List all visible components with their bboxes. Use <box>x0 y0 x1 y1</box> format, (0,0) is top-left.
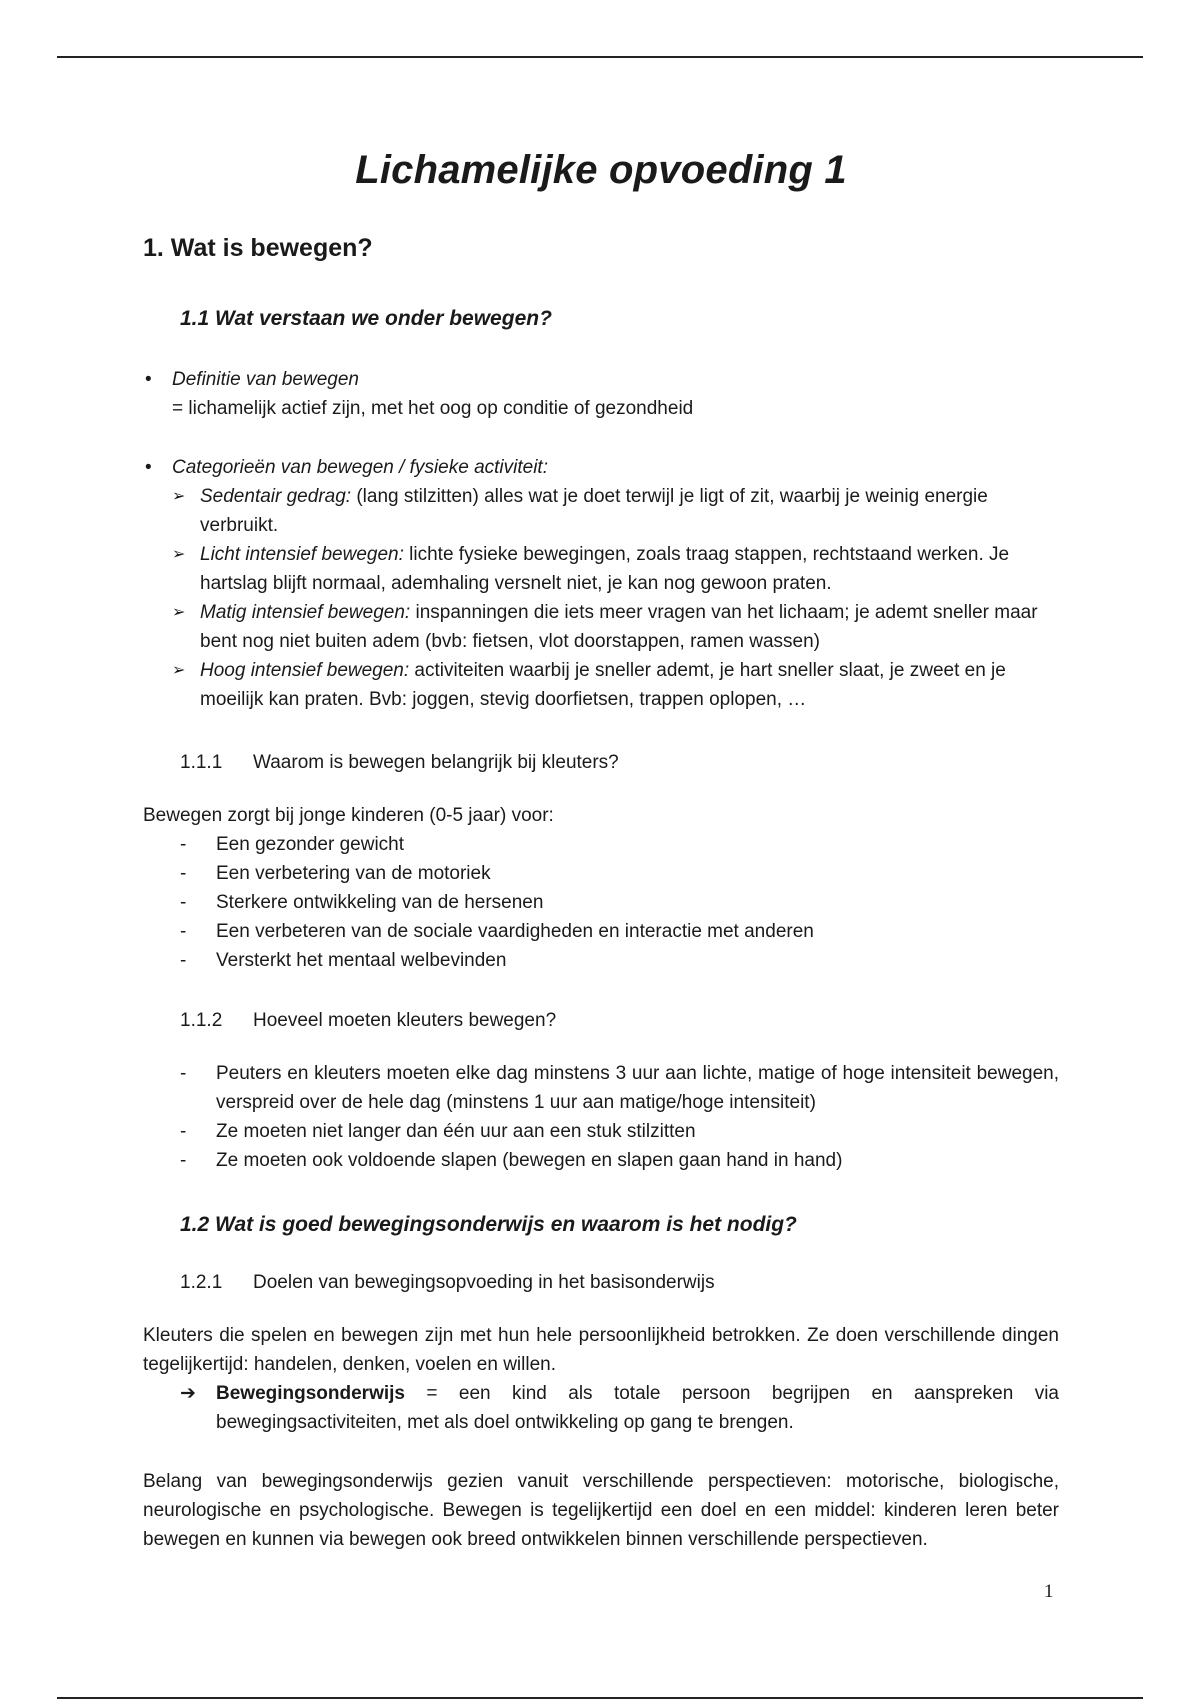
definition-label: Definitie van bewegen <box>172 369 359 390</box>
document-title: Lichamelijke opvoeding 1 <box>355 148 847 192</box>
category-text: (lang stilzitten) alles wat je doet terwijl je ligt of zit, waarbij je weinig energie verbruikt. <box>200 486 988 536</box>
list-item-text: Ze moeten ook voldoende slapen (bewegen en slapen gaan hand in hand) <box>216 1150 843 1171</box>
dash-bullet: - <box>180 834 187 855</box>
list-item-text: Ze moeten niet langer dan één uur aan een stuk stilzitten <box>216 1121 696 1142</box>
bullet-dot-icon: • <box>145 457 152 478</box>
category-text: activiteiten waarbij je sneller ademt, je hart sneller slaat, je zweet en je moeilijk kan praten. Bvb: joggen, stevig doorfietsen, trappen oplopen, … <box>200 660 1006 710</box>
list-item-text: Een gezonder gewicht <box>216 834 405 855</box>
dash-bullet: - <box>180 1150 187 1171</box>
list-item-text: Een verbeteren van de sociale vaardigheden en interactie met anderen <box>216 921 814 942</box>
category-text: lichte fysieke bewegingen, zoals traag stappen, rechtstaand werken. Je hartslag blijft normaal, ademhaling versnelt niet, je kan nog gewoon praten. <box>200 544 1010 594</box>
category-item <box>143 482 1059 540</box>
category-text: inspanningen die iets meer vragen van het lichaam; je ademt sneller maar bent nog niet buiten adem (bvb: fietsen, vlot doorstappen, ramen wassen) <box>200 602 1038 652</box>
list-item-text: Een verbetering van de motoriek <box>216 863 491 884</box>
arrow-right-icon: ➔ <box>180 1383 196 1404</box>
category-item <box>143 656 1059 714</box>
dash-bullet: - <box>180 950 187 971</box>
category-term: Sedentair gedrag: <box>200 486 352 507</box>
benefits-block <box>143 801 1059 975</box>
section-title: Doelen van bewegingsopvoeding in het basisonderwijs <box>253 1272 715 1293</box>
arrowhead-bullet-icon: ➢ <box>172 604 186 621</box>
list-item <box>143 830 1059 859</box>
bullet-dot-icon: • <box>145 369 152 390</box>
categories-block <box>143 453 1059 714</box>
dash-bullet: - <box>180 1063 187 1084</box>
definition-arrow-block <box>143 1379 1059 1437</box>
definition-arrow-row <box>143 1379 1059 1437</box>
definition-text: = een kind als totale persoon begrijpen en aanspreken via bewegingsactiviteiten, met als doel ontwikkeling op gang te brengen. <box>216 1383 1059 1433</box>
dash-bullet: - <box>180 921 187 942</box>
dash-bullet: - <box>180 863 187 884</box>
category-item <box>143 540 1059 598</box>
section-number: 1.1.1 <box>180 752 223 773</box>
section-title: Hoeveel moeten kleuters bewegen? <box>253 1010 557 1031</box>
definition-bullet <box>143 365 1059 423</box>
page-number: 1 <box>1044 1581 1054 1602</box>
section-number: 1.1.2 <box>180 1010 223 1031</box>
categories-bullet <box>143 453 1059 482</box>
category-item <box>143 598 1059 656</box>
definition-term: Bewegingsonderwijs <box>216 1383 405 1404</box>
list-item <box>143 1146 1059 1175</box>
benefits-intro: Bewegen zorgt bij jonge kinderen (0-5 jaar) voor: <box>143 805 554 826</box>
dash-bullet: - <box>180 1121 187 1142</box>
section-1-heading: 1. Wat is bewegen? <box>143 234 373 262</box>
list-item-text: Versterkt het mentaal welbevinden <box>216 950 507 971</box>
paragraph: Belang van bewegingsonderwijs gezien vanuit verschillende perspectieven: motorische, biologische, neurologische en psychologische. Bewegen is tegelijkertijd een doel en een middel: kinderen leren beter bewegen en kunnen via bewegen ook breed ontwikkelen binnen verschillende perspectieven. <box>143 1471 1059 1550</box>
definition-text: = lichamelijk actief zijn, met het oog op conditie of gezondheid <box>172 398 694 419</box>
footer-rule <box>57 1697 1143 1699</box>
category-term: Matig intensief bewegen: <box>200 602 411 623</box>
section-1-1-2-heading <box>180 1006 556 1035</box>
arrowhead-bullet-icon: ➢ <box>172 546 186 563</box>
section-1-1-heading: 1.1 Wat verstaan we onder bewegen? <box>180 307 552 330</box>
list-item <box>143 1117 1059 1146</box>
arrowhead-bullet-icon: ➢ <box>172 662 186 679</box>
list-item-text: Sterkere ontwikkeling van de hersenen <box>216 892 544 913</box>
list-item <box>143 888 1059 917</box>
section-1-2-heading: 1.2 Wat is goed bewegingsonderwijs en waarom is het nodig? <box>180 1213 797 1236</box>
list-item <box>143 859 1059 888</box>
list-item <box>143 946 1059 975</box>
definition-block <box>143 365 1059 423</box>
section-1-1-1-heading <box>180 748 619 777</box>
category-term: Licht intensief bewegen: <box>200 544 404 565</box>
categories-label: Categorieën van bewegen / fysieke activiteit: <box>172 457 548 478</box>
section-number: 1.2.1 <box>180 1272 223 1293</box>
list-item-text: Peuters en kleuters moeten elke dag minstens 3 uur aan lichte, matige of hoge intensiteit bewegen, verspreid over de hele dag (minstens 1 uur aan matige/hoge intensiteit) <box>216 1063 1059 1113</box>
guidelines-block <box>143 1059 1059 1175</box>
list-item <box>143 1059 1059 1117</box>
section-1-2-1-heading <box>180 1268 715 1297</box>
paragraph: Kleuters die spelen en bewegen zijn met hun hele persoonlijkheid betrokken. Ze doen verschillende dingen tegelijkertijd: handelen, denken, voelen en willen. <box>143 1325 1059 1375</box>
header-rule <box>57 56 1143 58</box>
arrowhead-bullet-icon: ➢ <box>172 488 186 505</box>
section-title: Waarom is bewegen belangrijk bij kleuters? <box>253 752 619 773</box>
dash-bullet: - <box>180 892 187 913</box>
category-term: Hoog intensief bewegen: <box>200 660 410 681</box>
list-item <box>143 917 1059 946</box>
